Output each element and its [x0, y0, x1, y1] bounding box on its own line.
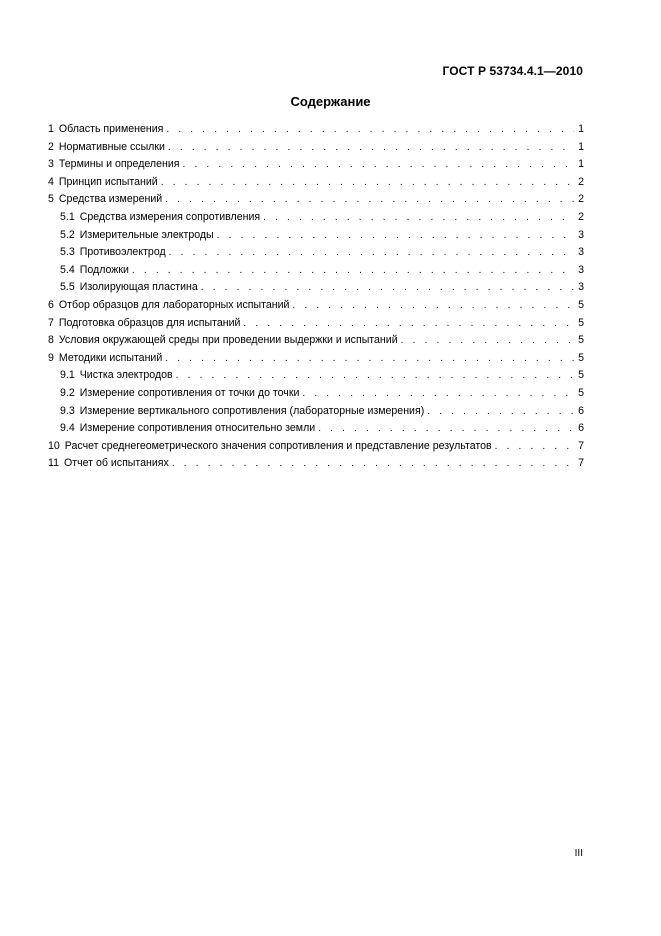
- toc-entry-number: 8: [48, 334, 54, 347]
- dot-leader: [495, 438, 574, 456]
- toc-entry-number: 5.4: [60, 263, 75, 276]
- dot-leader: [263, 209, 574, 227]
- toc-entry-page: 6: [578, 422, 584, 435]
- toc-entry-number: 1: [48, 123, 54, 135]
- toc-entry-title: Измерение вертикального сопротивления (лабораторные измерения): [79, 404, 425, 417]
- dot-leader: [302, 385, 574, 403]
- toc-entry-title: Область применения: [58, 123, 164, 135]
- toc-entry: [48, 438, 584, 456]
- toc-entry: [48, 191, 584, 209]
- toc-entry-page: 2: [578, 175, 584, 188]
- dot-leader: [427, 403, 574, 421]
- dot-leader: [132, 262, 574, 280]
- toc-entry-title: Средства измерения сопротивления: [79, 210, 261, 223]
- toc-title: Содержание: [290, 94, 371, 109]
- toc-entry-page: 5: [578, 334, 584, 347]
- toc-entry-number: 9.1: [60, 369, 75, 382]
- table-of-contents: [48, 121, 584, 473]
- toc-entry-title: Нормативные ссылки: [58, 140, 165, 153]
- dot-leader: [401, 332, 574, 350]
- toc-entry-title: Средства измерений: [58, 193, 163, 206]
- toc-entry-title: Отбор образцов для лабораторных испытаний: [58, 298, 290, 311]
- dot-leader: [165, 350, 574, 368]
- dot-leader: [169, 244, 574, 262]
- dot-leader: [161, 174, 574, 192]
- toc-entry-number: 4: [48, 175, 54, 188]
- toc-entry-number: 5.2: [60, 228, 75, 241]
- dot-leader: [168, 139, 574, 157]
- toc-entry-title: Противоэлектрод: [79, 246, 166, 259]
- toc-entry-page: 5: [578, 298, 584, 311]
- toc-entry: [48, 209, 584, 227]
- toc-entry-page: 1: [578, 123, 584, 135]
- toc-entry-number: 9.2: [60, 386, 75, 399]
- dot-leader: [166, 121, 574, 139]
- toc-entry: [48, 121, 584, 139]
- page-number: III: [574, 848, 583, 859]
- toc-entry-number: 9: [48, 351, 54, 364]
- toc-entry-page: 3: [578, 263, 584, 276]
- toc-entry-title: Измерение сопротивления от точки до точки: [79, 386, 300, 399]
- toc-entry: [48, 279, 584, 297]
- dot-leader: [292, 297, 574, 315]
- toc-entry: [48, 174, 584, 192]
- toc-entry-number: 7: [48, 316, 54, 329]
- dot-leader: [318, 420, 574, 438]
- toc-entry-title: Изолирующая пластина: [79, 281, 198, 294]
- toc-entry-title: Чистка электродов: [79, 369, 173, 382]
- toc-entry-number: 5: [48, 193, 54, 206]
- dot-leader: [217, 227, 574, 245]
- toc-entry-number: 9.4: [60, 422, 75, 435]
- toc-entry-title: Измерительные электроды: [79, 228, 214, 241]
- toc-entry-title: Термины и определения: [58, 158, 180, 171]
- toc-entry: [48, 403, 584, 421]
- toc-entry-page: 1: [578, 140, 584, 153]
- toc-entry-number: 5.1: [60, 210, 75, 223]
- toc-entry: [48, 420, 584, 438]
- toc-entry-title: Подготовка образцов для испытаний: [58, 316, 241, 329]
- toc-entry-title: Расчет среднегеометрического значения сопротивления и представление результатов: [64, 439, 492, 452]
- toc-entry-number: 6: [48, 298, 54, 311]
- toc-entry-number: 5.5: [60, 281, 75, 294]
- toc-entry-page: 5: [578, 316, 584, 329]
- toc-entry-page: 7: [578, 457, 584, 470]
- toc-entry-page: 3: [578, 228, 584, 241]
- toc-entry-title: Условия окружающей среды при проведении выдержки и испытаний: [58, 334, 398, 347]
- toc-entry: [48, 315, 584, 333]
- toc-entry-page: 5: [578, 369, 584, 382]
- toc-entry: [48, 455, 584, 473]
- toc-entry-number: 10: [48, 439, 60, 452]
- toc-entry-page: 2: [578, 210, 584, 223]
- toc-entry-page: 2: [578, 193, 584, 206]
- toc-entry-title: Принцип испытаний: [58, 175, 158, 188]
- toc-entry: [48, 367, 584, 385]
- dot-leader: [172, 455, 574, 473]
- toc-entry-title: Измерение сопротивления относительно земли: [79, 422, 316, 435]
- toc-entry: [48, 262, 584, 280]
- toc-entry: [48, 139, 584, 157]
- toc-entry-page: 5: [578, 386, 584, 399]
- dot-leader: [176, 367, 574, 385]
- toc-entry-page: 7: [578, 439, 584, 452]
- dot-leader: [243, 315, 574, 333]
- toc-entry-title: Подложки: [79, 263, 129, 276]
- toc-entry: [48, 385, 584, 403]
- toc-entry-title: Методики испытаний: [58, 351, 163, 364]
- toc-entry: [48, 227, 584, 245]
- dot-leader: [165, 191, 574, 209]
- dot-leader: [201, 279, 574, 297]
- toc-entry-page: 6: [578, 404, 584, 417]
- toc-entry: [48, 297, 584, 315]
- toc-entry-number: 5.3: [60, 246, 75, 259]
- toc-entry-page: 5: [578, 351, 584, 364]
- toc-entry: [48, 244, 584, 262]
- dot-leader: [183, 156, 574, 174]
- toc-entry-page: 1: [578, 158, 584, 171]
- toc-entry-page: 3: [578, 246, 584, 259]
- toc-entry-number: 11: [48, 457, 59, 470]
- toc-entry-title: Отчет об испытаниях: [64, 457, 169, 470]
- toc-entry: [48, 350, 584, 368]
- toc-entry-number: 3: [48, 158, 54, 171]
- toc-entry-page: 3: [578, 281, 584, 294]
- toc-entry: [48, 332, 584, 350]
- toc-entry-number: 2: [48, 140, 54, 153]
- toc-entry-number: 9.3: [60, 404, 75, 417]
- toc-entry: [48, 156, 584, 174]
- document-code: ГОСТ Р 53734.4.1—2010: [442, 64, 583, 78]
